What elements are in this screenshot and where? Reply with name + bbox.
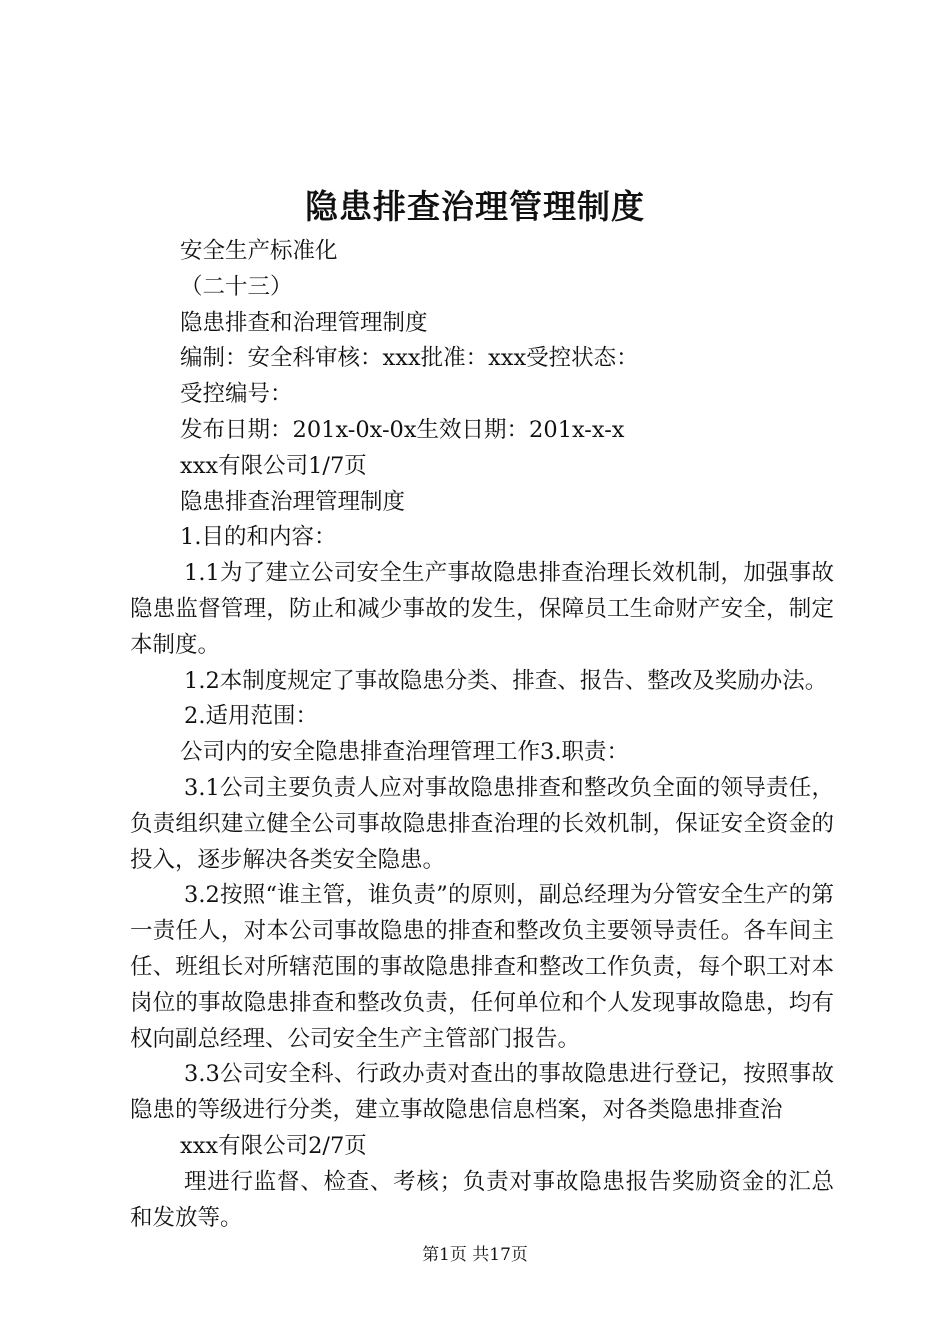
section-1-title: 1.目的和内容： <box>180 524 337 551</box>
page-marker-2: xxx有限公司2/7页 <box>180 1132 367 1159</box>
page-title: 隐患排查治理管理制度 <box>305 187 645 226</box>
paragraph-1-1: 1.1为了建立公司安全生产事故隐患排查治理长效机制，加强事故隐患监督管理，防止和减少事故的发生，保障员工生命财产安全，制定本制度。 <box>130 560 834 658</box>
section-heading: 隐患排查治理管理制度 <box>180 488 406 515</box>
page-footer: 第1页 共17页 <box>422 1245 528 1265</box>
paragraph-3-3-continued: 理进行监督、检查、考核；负责对事故隐患报告奖励资金的汇总和发放等。 <box>130 1168 834 1231</box>
cover-line-standard: 安全生产标准化 <box>180 238 338 264</box>
page-marker-1: xxx有限公司1/7页 <box>180 452 367 479</box>
cover-line-control-number: 受控编号： <box>180 381 293 408</box>
paragraph-1-2: 1.2本制度规定了事故隐患分类、排查、报告、整改及奖励办法。 <box>184 667 828 694</box>
section-2-title: 2.适用范围： <box>184 703 318 730</box>
section-2-text: 公司内的安全隐患排查治理管理工作3.职责： <box>180 739 629 766</box>
paragraph-3-2: 3.2按照“谁主管，谁负责”的原则，副总经理为分管安全生产的第一责任人，对本公司事故隐患的排查和整改负主要领导责任。各车间主任、班组长对所辖范围的事故隐患排查和整改工作负责，每个职工对本岗位的事故隐患排查和整改负责，任何单位和个人发现事故隐患，均有权向副总经理、公司安全生产主管部门报告。 <box>130 882 834 1052</box>
cover-line-subtitle: 隐患排查和治理管理制度 <box>180 309 428 336</box>
paragraph-3-1: 3.1公司主要负责人应对事故隐患排查和整改负全面的领导责任，负责组织建立健全公司事故隐患排查治理的长效机制，保证安全资金的投入，逐步解决各类安全隐患。 <box>130 774 834 873</box>
document-body <box>130 234 834 1236</box>
cover-line-number: （二十三） <box>180 273 293 300</box>
cover-line-dates: 发布日期：201x-0x-0x生效日期：201x-x-x <box>180 416 625 443</box>
cover-line-approval: 编制：安全科审核：xxx批准：xxx受控状态： <box>180 345 639 372</box>
paragraph-3-3: 3.3公司安全科、行政办责对查出的事故隐患进行登记，按照事故隐患的等级进行分类，建立事故隐患信息档案，对各类隐患排查治 <box>130 1061 834 1124</box>
